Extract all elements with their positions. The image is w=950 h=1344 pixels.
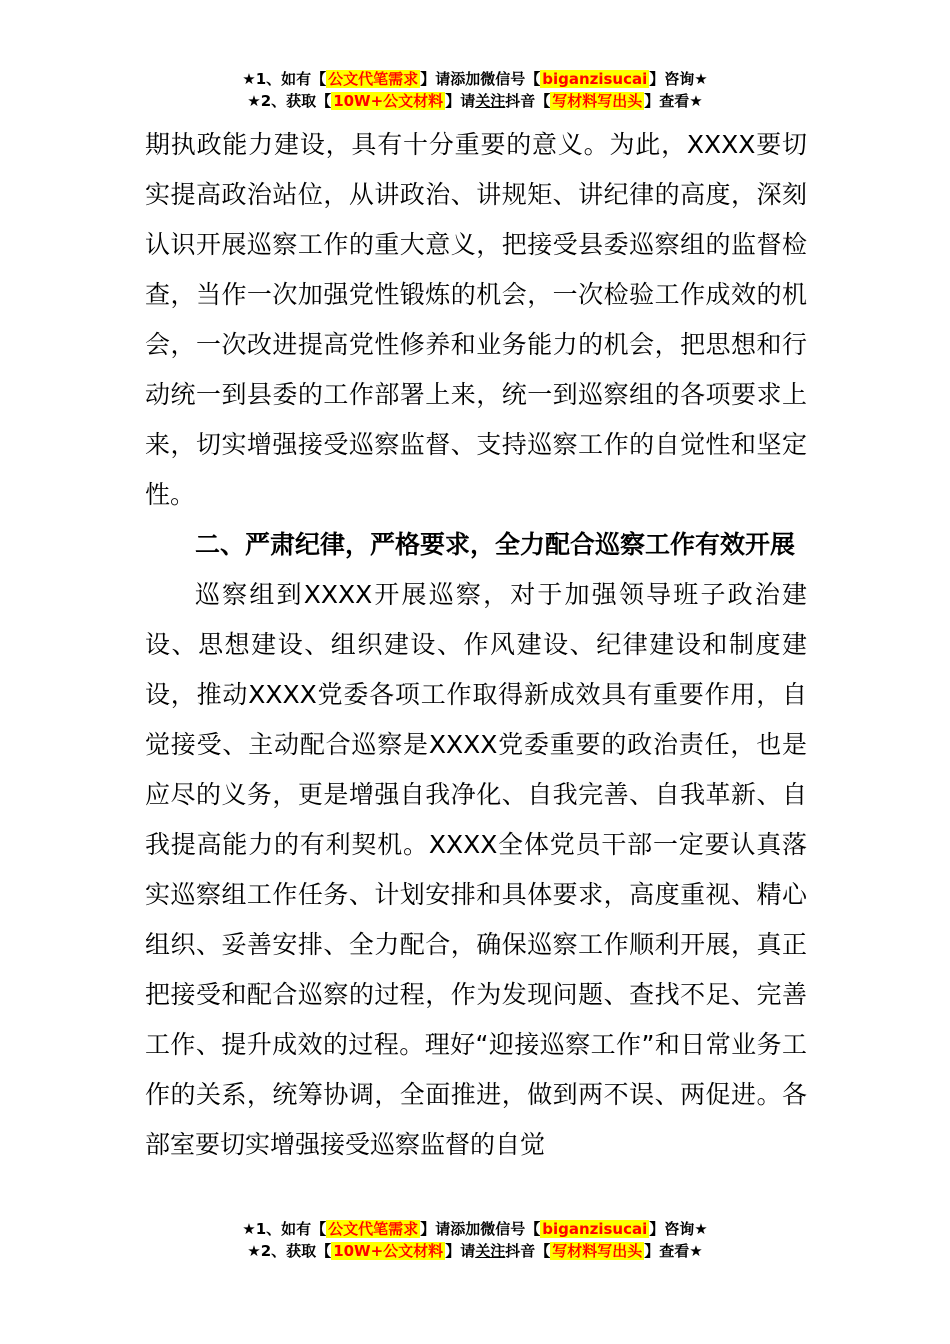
highlight-text: 10W+公文材料 xyxy=(333,1242,444,1260)
banner-text: 】咨询★ xyxy=(649,70,708,88)
banner-text: 】请添加微信号【 xyxy=(420,70,541,88)
douyin-id-highlight: 写材料写出头 xyxy=(552,1242,643,1260)
underlined-text: 关注 xyxy=(475,92,506,110)
banner-text: 】查看★ xyxy=(644,1242,703,1260)
highlight-text: 10W+公文材料 xyxy=(333,92,444,110)
document-body xyxy=(145,120,807,1170)
banner-line-2 xyxy=(0,90,950,112)
wechat-id-highlight: biganzisucai xyxy=(542,70,648,88)
banner-text: ★2、获取【 xyxy=(247,1242,332,1260)
banner-text: 抖音【 xyxy=(505,92,551,110)
banner-text: 】请 xyxy=(445,92,476,110)
banner-text: ★1、如有【 xyxy=(242,1220,327,1238)
douyin-id-highlight: 写材料写出头 xyxy=(552,92,643,110)
banner-text: ★2、获取【 xyxy=(247,92,332,110)
banner-text: 抖音【 xyxy=(505,1242,551,1260)
banner-text: 】查看★ xyxy=(644,92,703,110)
banner-line-1 xyxy=(0,68,950,90)
wechat-id-highlight: biganzisucai xyxy=(542,1220,648,1238)
banner-line-2 xyxy=(0,1240,950,1262)
section-heading: 二、严肃纪律，严格要求，全力配合巡察工作有效开展 xyxy=(195,530,796,559)
banner-text: ★1、如有【 xyxy=(242,70,327,88)
header-banner xyxy=(0,68,950,112)
underlined-text: 关注 xyxy=(475,1242,506,1260)
banner-text: 】咨询★ xyxy=(649,1220,708,1238)
highlight-text: 公文代笔需求 xyxy=(328,70,419,88)
paragraph: 期执政能力建设，具有十分重要的意义。为此，XXXX要切实提高政治站位，从讲政治、讲规矩、讲纪律的高度，深刻认识开展巡察工作的重大意义，把接受县委巡察组的监督检查，当作一次加强党性锻炼的机会，一次检验工作成效的机会，一次改进提高党性修养和业务能力的机会，把思想和行动统一到县委的工作部署上来，统一到巡察组的各项要求上来，切实增强接受巡察监督、支持巡察工作的自觉性和坚定性。 xyxy=(145,130,807,509)
highlight-text: 公文代笔需求 xyxy=(328,1220,419,1238)
footer-banner xyxy=(0,1218,950,1262)
banner-text: 】请 xyxy=(445,1242,476,1260)
banner-line-1 xyxy=(0,1218,950,1240)
banner-text: 】请添加微信号【 xyxy=(420,1220,541,1238)
paragraph: 巡察组到XXXX开展巡察，对于加强领导班子政治建设、思想建设、组织建设、作风建设、纪律建设和制度建设，推动XXXX党委各项工作取得新成效具有重要作用，自觉接受、主动配合巡察是XXXX党委重要的政治责任，也是应尽的义务，更是增强自我净化、自我完善、自我革新、自我提高能力的有利契机。XXXX全体党员干部一定要认真落实巡察组工作任务、计划安排和具体要求，高度重视、精心组织、妥善安排、全力配合，确保巡察工作顺利开展，真正把接受和配合巡察的过程，作为发现问题、查找不足、完善工作、提升成效的过程。理好“迎接巡察工作”和日常业务工作的关系，统筹协调，全面推进，做到两不误、两促进。各部室要切实增强接受巡察监督的自觉 xyxy=(145,580,807,1159)
